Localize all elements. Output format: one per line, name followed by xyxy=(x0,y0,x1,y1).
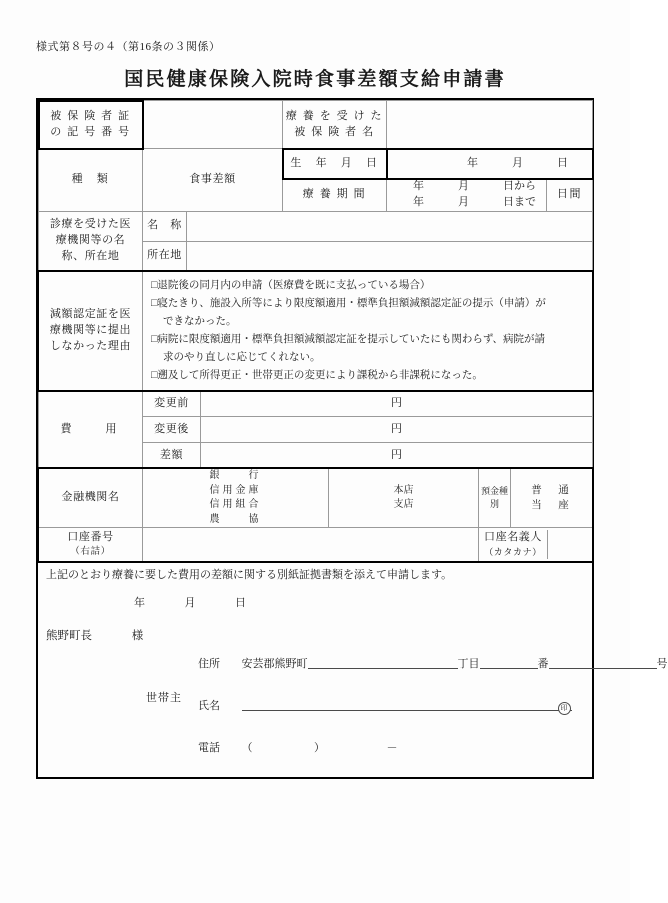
page-title: 国民健康保険入院時食事差額支給申請書 xyxy=(124,69,506,90)
birthdate-label: 生 年 月 日 xyxy=(283,149,387,179)
householder-label: 世帯主 xyxy=(146,691,182,704)
meal-difference-label: 食事差額 xyxy=(143,149,283,212)
deposit-type-label: 預金種別 xyxy=(479,469,511,528)
cost-before-label: 変更前 xyxy=(143,391,201,417)
account-holder-row xyxy=(479,528,593,562)
cost-section xyxy=(38,390,593,469)
branch-type-shiten: 支店 xyxy=(393,499,414,511)
deposit-type-toza: 当 座 xyxy=(531,500,572,512)
patient-name-input[interactable] xyxy=(387,101,593,149)
reason-option-4[interactable]: □遡及して所得更正・世帯更正の変更により課税から非課税になった。 xyxy=(151,370,483,382)
bank-kind-shinkumi: 信用組合 xyxy=(209,499,262,511)
birthdate-year: 年 xyxy=(467,156,478,169)
tel-dash: － xyxy=(386,741,398,754)
reason-checkbox-list xyxy=(143,272,592,390)
addressee-honorific: 様 xyxy=(131,630,144,643)
declaration-date[interactable] xyxy=(38,584,592,612)
table-row xyxy=(39,149,593,179)
branch-type-honten: 本店 xyxy=(393,484,414,496)
name-label: 氏名 xyxy=(198,699,220,712)
bank-section xyxy=(38,468,593,562)
reason-option-2-cont: できなかった。 xyxy=(163,315,237,327)
bank-kind-ginko: 銀 行 xyxy=(209,470,262,482)
name-blank[interactable] xyxy=(242,697,572,711)
tel-label: 電話 xyxy=(198,741,220,754)
deposit-type-futsu: 普 通 xyxy=(531,484,572,496)
addressee xyxy=(38,612,592,645)
birthdate-month: 月 xyxy=(512,156,523,169)
declaration-section xyxy=(38,561,668,777)
declaration-date-day: 日 xyxy=(235,597,246,610)
cost-after-input[interactable]: 円 xyxy=(201,417,593,443)
bank-kind-shinkin: 信用金庫 xyxy=(209,484,262,496)
deposit-type-options[interactable] xyxy=(511,469,593,528)
address-ban-label: 番 xyxy=(537,657,549,670)
table-row xyxy=(39,101,593,127)
account-number-input[interactable] xyxy=(143,528,479,562)
tel-close-paren: ） xyxy=(314,741,325,754)
address-go-label: 号 xyxy=(656,657,668,670)
account-holder-label: 口座名義人 （カタカナ） xyxy=(479,530,548,559)
institution-name-input[interactable] xyxy=(187,211,593,241)
declaration-statement: 上記のとおり療養に要した費用の差額に関する別紙証拠書類を添えて申請します。 xyxy=(46,569,453,582)
declaration-cell xyxy=(38,562,668,777)
reason-option-3-cont: 求のやり直しに応じてくれない。 xyxy=(163,352,321,364)
address-label: 住所 xyxy=(198,657,220,670)
table-row xyxy=(39,211,593,241)
table-row xyxy=(38,562,592,777)
addressee-name: 熊野町長 xyxy=(46,630,92,643)
cost-before-input[interactable]: 円 xyxy=(201,391,593,417)
reason-option-1[interactable]: □退院後の同月内の申請（医療費を既に支払っている場合） xyxy=(151,279,431,291)
address-chome-label: 丁目 xyxy=(457,657,480,670)
institution-label: 診療を受けた医 療機関等の名 称、所在地 xyxy=(39,211,143,271)
cost-after-label: 変更後 xyxy=(143,417,201,443)
reason-options xyxy=(143,271,593,390)
type-label: 種 類 xyxy=(39,149,143,212)
table-row xyxy=(39,528,593,562)
institution-address-input[interactable] xyxy=(187,241,593,271)
address-chome-blank[interactable] xyxy=(308,655,458,669)
householder-tel-line[interactable] xyxy=(198,741,398,757)
form-table-outer xyxy=(36,98,668,779)
institution-section xyxy=(38,211,593,272)
table-row xyxy=(39,271,593,390)
address-prefix: 安芸郡熊野町 xyxy=(241,657,308,670)
birthdate-day: 日 xyxy=(557,156,568,169)
cost-label: 費 用 xyxy=(39,391,143,469)
cost-difference-input[interactable]: 円 xyxy=(201,443,593,469)
cost-difference-label: 差額 xyxy=(143,443,201,469)
account-number-label: 口座番号 （右詰） xyxy=(39,528,143,562)
table-row xyxy=(39,469,593,528)
seal-icon: 印 xyxy=(558,702,571,715)
institution-name-label: 名 称 xyxy=(143,211,187,241)
cert-number-input[interactable] xyxy=(143,101,283,149)
birthdate-input[interactable] xyxy=(387,149,593,179)
reason-label: 減額認定証を医 療機関等に提出 しなかった理由 xyxy=(39,271,143,390)
householder-address-line[interactable] xyxy=(198,655,668,673)
treatment-period-days: 日間 xyxy=(547,179,593,212)
address-go-blank[interactable] xyxy=(549,655,657,669)
cert-number-label: 被 保 険 者 証 の 記 号 番 号 xyxy=(39,101,143,149)
form-number: 様式第８号の４（第16条の３関係） xyxy=(36,41,221,53)
bank-kind-nokyo: 農 協 xyxy=(209,513,262,525)
reason-option-2[interactable]: □寝たきり、施設入所等により限度額適用・標準負担額減額認定証の提示（申請）が xyxy=(151,297,546,309)
householder-name-line[interactable] xyxy=(198,697,571,715)
patient-name-label: 療 養 を 受 け た 被 保 険 者 名 xyxy=(283,101,387,149)
declaration-date-month: 月 xyxy=(184,597,196,610)
insured-section xyxy=(38,100,593,212)
tel-open-paren: （ xyxy=(241,741,253,754)
institution-address-label: 所在地 xyxy=(143,241,187,271)
bank-branch-input[interactable] xyxy=(329,469,479,528)
declaration-date-year: 年 xyxy=(134,597,145,610)
table-row xyxy=(39,391,593,417)
treatment-period-label: 療 養 期 間 xyxy=(283,179,387,212)
bank-name-input[interactable] xyxy=(143,469,329,528)
reason-option-3[interactable]: □病院に限度額適用・標準負担額減額認定証を提示していたにも関わらず、病院が請 xyxy=(151,334,546,346)
account-holder-input[interactable] xyxy=(548,530,593,559)
treatment-period-input[interactable]: 年 月 日から 年 月 日まで xyxy=(387,179,547,212)
householder-block xyxy=(38,645,668,777)
bank-name-label: 金融機関名 xyxy=(39,469,143,528)
address-ban-blank[interactable] xyxy=(480,655,538,669)
reason-section xyxy=(38,271,593,391)
